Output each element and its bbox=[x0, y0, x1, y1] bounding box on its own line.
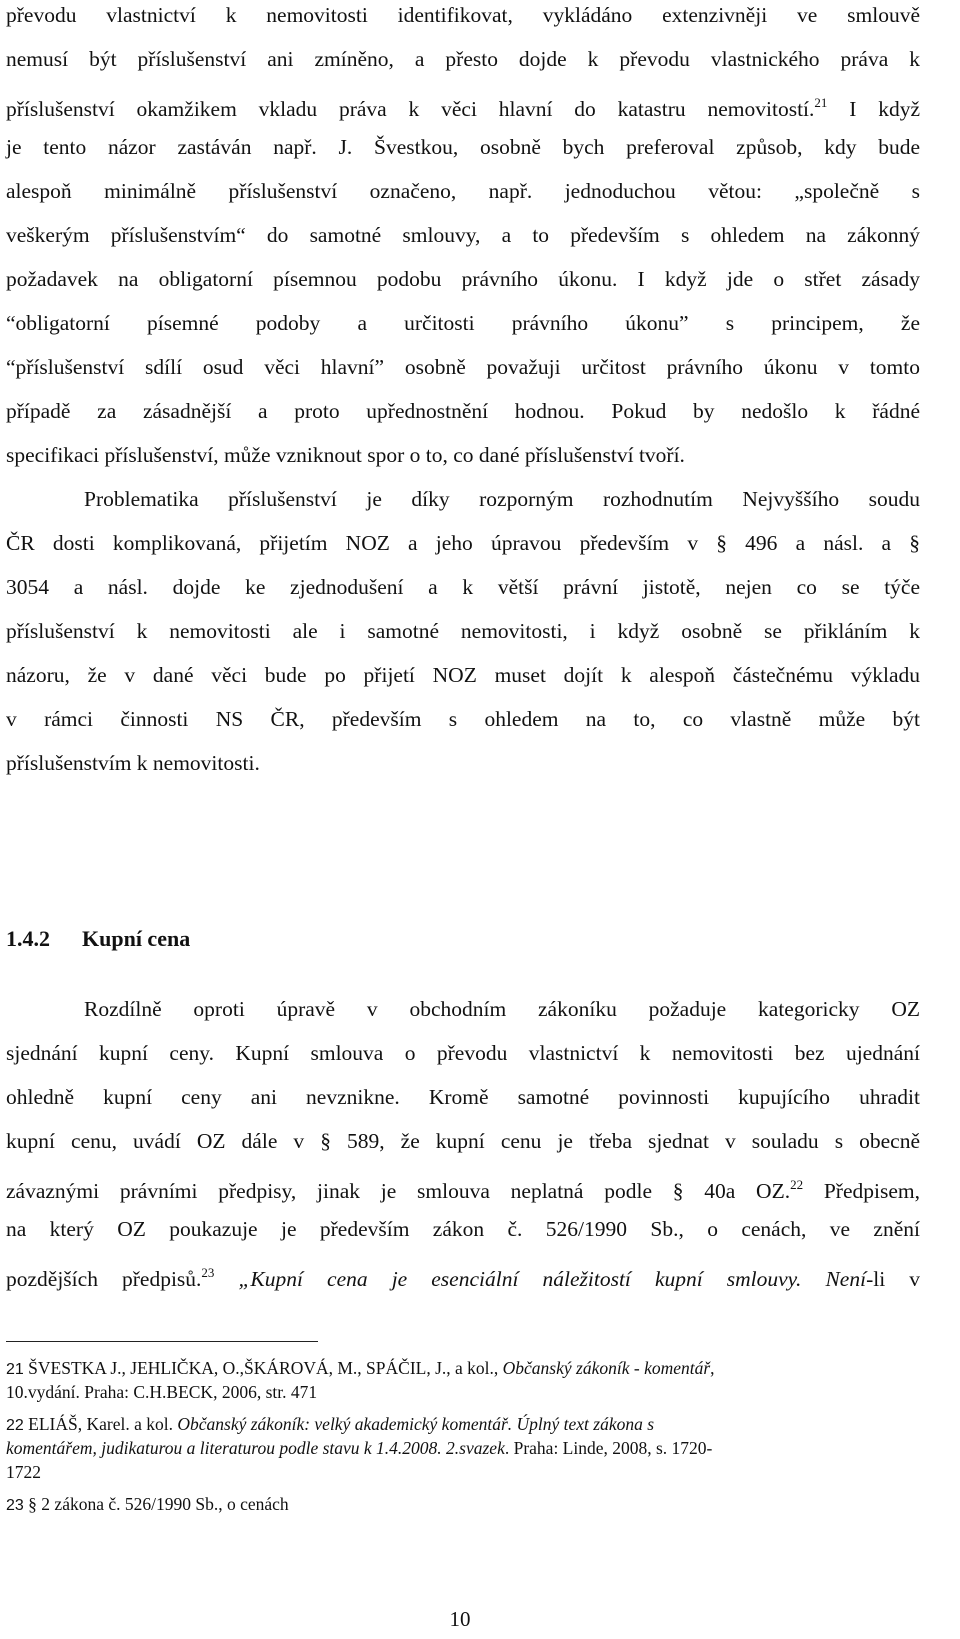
body-text: příslušenství okamžikem vkladu práva k věci hlavní do katastru nemovitostí. bbox=[6, 97, 815, 121]
footnote-ref[interactable]: 22 bbox=[790, 1177, 804, 1192]
footnote-ref[interactable]: 21 bbox=[814, 95, 828, 110]
body-line: ohledně kupní ceny ani nevznikne. Kromě samotné povinnosti kupujícího uhradit bbox=[6, 1085, 920, 1109]
footnote-text: . Praha: Linde, 2008, s. 1720- bbox=[504, 1438, 713, 1458]
footnote-title: komentářem, judikaturou a literaturou podle stavu k 1.4.2008. 2.svazek bbox=[6, 1438, 505, 1458]
body-line: převodu vlastnictví k nemovitosti identifikovat, vykládáno extenzivněji ve smlouvě bbox=[6, 3, 920, 27]
footnote-22-line3: 1722 bbox=[6, 1462, 41, 1482]
body-line bbox=[6, 1170, 920, 1206]
body-line: ČR dosti komplikovaná, přijetím NOZ a jeho úpravou především v § 496 a násl. a § bbox=[6, 531, 920, 555]
body-line bbox=[6, 88, 920, 124]
section-heading bbox=[6, 924, 190, 954]
body-line: příslušenství k nemovitosti ale i samotné nemovitosti, i když osobně se přikláním k bbox=[6, 619, 920, 643]
quote-text: Není bbox=[825, 1267, 867, 1291]
footnote-21 bbox=[6, 1356, 920, 1382]
body-line: v rámci činnosti NS ČR, především s ohledem na to, co vlastně může být bbox=[6, 707, 920, 731]
body-line: je tento názor zastáván např. J. Švestkou, osobně bych preferoval způsob, kdy bude bbox=[6, 135, 920, 159]
body-line: nemusí být příslušenství ani zmíněno, a přesto dojde k převodu vlastnického práva k bbox=[6, 47, 920, 71]
footnote-separator bbox=[6, 1341, 318, 1342]
footnote-text: § 2 zákona č. 526/1990 Sb., o cenách bbox=[23, 1494, 289, 1514]
quote-text: „Kupní cena je esenciální náležitostí kupní smlouvy. bbox=[214, 1267, 826, 1291]
footnote-22-line2 bbox=[6, 1436, 920, 1460]
body-line: Problematika příslušenství je díky rozporným rozhodnutím Nejvyššího soudu bbox=[84, 487, 920, 511]
footnote-title: Občanský zákoník: velký akademický komentář. Úplný text zákona s bbox=[177, 1414, 655, 1434]
footnote-21-line2: 10.vydání. Praha: C.H.BECK, 2006, str. 471 bbox=[6, 1382, 318, 1402]
body-text: I když bbox=[827, 97, 921, 121]
footnote-ref[interactable]: 23 bbox=[201, 1265, 215, 1280]
footnote-number: 23 bbox=[6, 1497, 24, 1514]
body-line: “obligatorní písemné podoby a určitosti právního úkonu” s principem, že bbox=[6, 311, 920, 335]
body-text: Předpisem, bbox=[803, 1179, 920, 1203]
footnote-22 bbox=[6, 1412, 920, 1438]
body-text: -li v bbox=[866, 1267, 920, 1291]
footnote-number: 22 bbox=[6, 1417, 24, 1434]
body-line: 3054 a násl. dojde ke zjednodušení a k větší právní jistotě, nejen co se týče bbox=[6, 575, 920, 599]
body-line: případě za zásadnější a proto upřednostnění hodnou. Pokud by nedošlo k řádné bbox=[6, 399, 920, 423]
body-line: sjednání kupní ceny. Kupní smlouva o převodu vlastnictví k nemovitosti bez ujednání bbox=[6, 1041, 920, 1065]
footnote-title: Občanský zákoník - komentář bbox=[502, 1358, 711, 1378]
body-line bbox=[6, 1258, 920, 1294]
body-line: “příslušenství sdílí osud věci hlavní” osobně považuji určitost právního úkonu v tomto bbox=[6, 355, 920, 379]
section-number: 1.4.2 bbox=[6, 926, 50, 951]
body-text: pozdějších předpisů. bbox=[6, 1267, 202, 1291]
body-line: Rozdílně oproti úpravě v obchodním zákoníku požaduje kategoricky OZ bbox=[84, 997, 920, 1021]
section-title: Kupní cena bbox=[82, 926, 191, 951]
footnote-text: , bbox=[710, 1358, 715, 1378]
body-line: alespoň minimálně příslušenství označeno, např. jednoduchou větou: „společně s bbox=[6, 179, 920, 203]
footnote-23 bbox=[6, 1492, 920, 1518]
page-number: 10 bbox=[449, 1607, 471, 1631]
footnote-text: ELIÁŠ, Karel. a kol. bbox=[23, 1414, 178, 1434]
body-line: názoru, že v dané věci bude po přijetí NOZ muset dojít k alespoň částečnému výkladu bbox=[6, 663, 920, 687]
body-line: kupní cenu, uvádí OZ dále v § 589, že kupní cenu je třeba sjednat v souladu s obecně bbox=[6, 1129, 920, 1153]
body-line: příslušenstvím k nemovitosti. bbox=[6, 751, 260, 775]
footnote-number: 21 bbox=[6, 1361, 24, 1378]
footnote-text: ŠVESTKA J., JEHLIČKA, O.,ŠKÁROVÁ, M., SPÁČIL, J., a kol., bbox=[23, 1358, 503, 1378]
body-text: závaznými právními předpisy, jinak je smlouva neplatná podle § 40a OZ. bbox=[6, 1179, 791, 1203]
body-line: na který OZ poukazuje je především zákon č. 526/1990 Sb., o cenách, ve znění bbox=[6, 1217, 920, 1241]
body-line: veškerým příslušenstvím“ do samotné smlouvy, a to především s ohledem na zákonný bbox=[6, 223, 920, 247]
body-line: specifikaci příslušenství, může vzniknout spor o to, co dané příslušenství tvoří. bbox=[6, 443, 685, 467]
body-line: požadavek na obligatorní písemnou podobu právního úkonu. I když jde o střet zásady bbox=[6, 267, 920, 291]
